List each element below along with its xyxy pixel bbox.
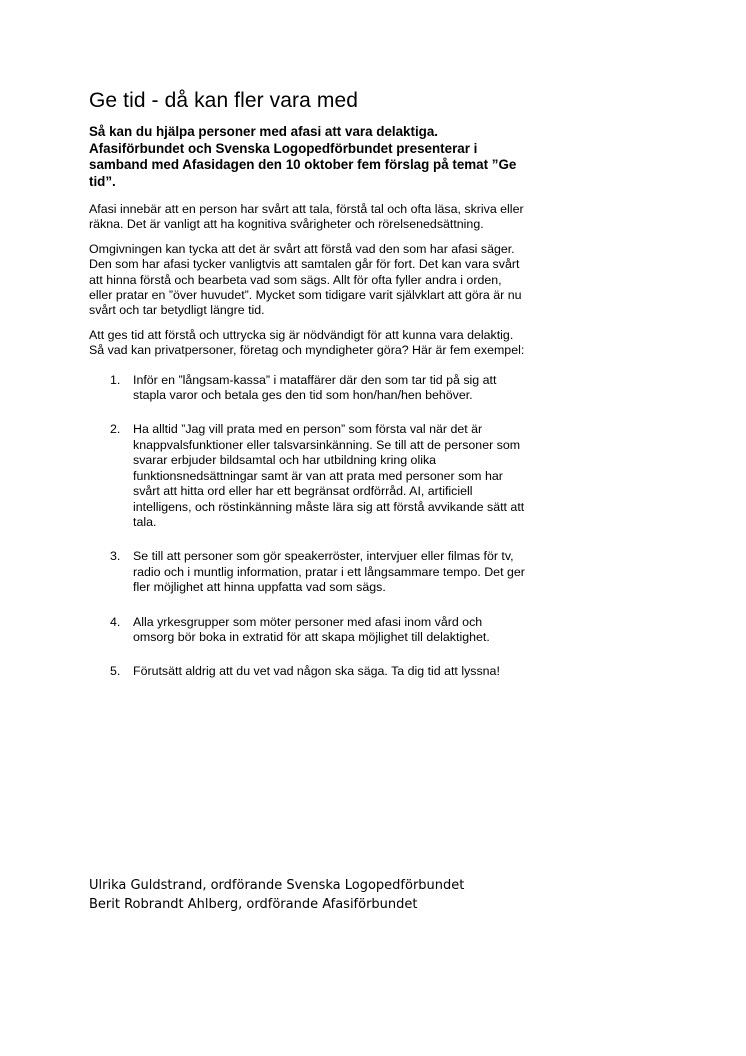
lead-paragraph: Så kan du hjälpa personer med afasi att vara delaktiga. Afasiförbundet och Svenska Logopedförbundet presenterar i samband med Afasidagen den 10 oktober fem förslag på temat ”Ge tid”. xyxy=(89,124,517,189)
body-paragraph: Omgivningen kan tycka att det är svårt att förstå vad den som har afasi säger. Den som har afasi tycker vanligtvis att samtalen går för fort. Det kan vara svårt att hinna förstå och bearbeta vad som sägs. Allt för ofta fyller andra i orden, eller pratar en ”över huvudet”. Mycket som tidigare varit självklart att göra är nu svårt och tar betydligt längre tid. xyxy=(89,241,522,318)
list-item xyxy=(89,373,525,404)
list-item xyxy=(89,549,525,595)
body-paragraph: Att ges tid att förstå och uttrycka sig är nödvändigt för att kunna vara delaktig. Så vad kan privatpersoner, företag och myndigheter göra? Här är fem exempel: xyxy=(89,327,525,358)
list-item-text: Ha alltid ”Jag vill prata med en person” som första val när det är knappvalsfunktioner eller talsvarsinkänning. Se till att de personer som svarar erbjuder bildsamtal och har utbildning kring olika funktionsnedsättningar samt är van att prata med personer som har svårt att hitta ord eller har ett begränsat ordförråd. AI, artificiell intelligens, och röstinkänning måste lära sig att förstå avvikande sätt att tala. xyxy=(133,422,525,529)
list-item-text: Se till att personer som gör speakerröster, intervjuer eller filmas för tv, radio och i muntlig information, pratar i ett långsammare tempo. Det ger fler möjlighet att hinna uppfatta vad som sägs. xyxy=(133,549,525,595)
body-paragraph: Afasi innebär att en person har svårt att tala, förstå tal och ofta läsa, skriva eller räkna. Det är vanligt att ha kognitiva svårigheter och rörelsenedsättning. xyxy=(89,202,524,232)
list-item xyxy=(89,422,525,530)
signature-block xyxy=(89,876,589,914)
signature-line: Ulrika Guldstrand, ordförande Svenska Logopedförbundet xyxy=(89,878,465,893)
signature-line: Berit Robrandt Ahlberg, ordförande Afasiförbundet xyxy=(89,897,418,912)
document-title: Ge tid - då kan fler vara med xyxy=(89,89,359,112)
list-number: 3. xyxy=(110,549,121,564)
list-item xyxy=(89,664,525,679)
list-number: 1. xyxy=(110,372,121,387)
list-item-text: Förutsätt aldrig att du vet vad någon ska säga. Ta dig tid att lyssna! xyxy=(133,664,500,679)
list-item xyxy=(89,615,525,646)
list-item-text: Inför en ”långsam-kassa” i mataffärer där den som tar tid på sig att stapla varor och betala ges den tid som hon/han/hen behöver. xyxy=(133,372,497,403)
list-item-text: Alla yrkesgrupper som möter personer med afasi inom vård och omsorg bör boka in extratid för att skapa möjlighet till delaktighet. xyxy=(133,614,490,644)
list-number: 4. xyxy=(110,614,121,629)
list-number: 2. xyxy=(110,422,121,437)
suggestion-list xyxy=(89,373,525,680)
list-number: 5. xyxy=(110,664,121,679)
document-body xyxy=(89,88,525,699)
